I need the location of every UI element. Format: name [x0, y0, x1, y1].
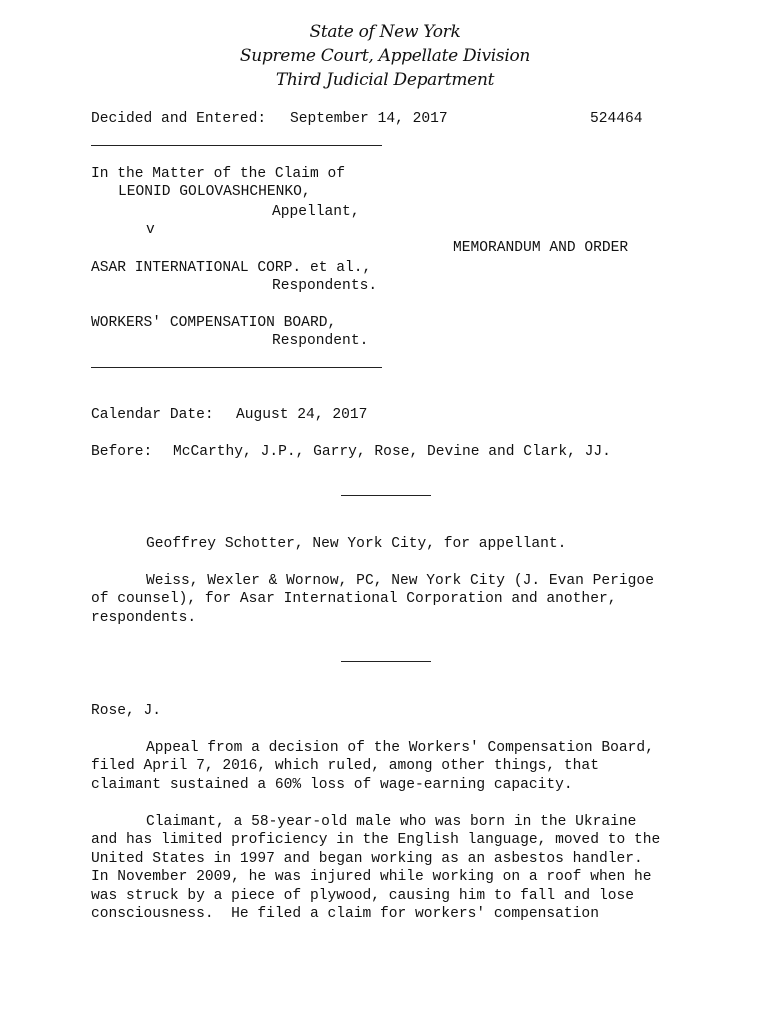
body-p1-line3: claimant sustained a 60% loss of wage-earning capacity.	[91, 777, 573, 793]
decided-label: Decided and Entered:	[91, 111, 267, 127]
caption-matter-line: In the Matter of the Claim of	[91, 166, 345, 182]
body-p2-line3: United States in 1997 and began working as an asbestos handler.	[91, 851, 643, 867]
opinion-author: Rose, J.	[91, 703, 162, 719]
counsel-appellant: Geoffrey Schotter, New York City, for appellant.	[146, 536, 567, 552]
body-p1-line1: Appeal from a decision of the Workers' Compensation Board,	[146, 740, 654, 756]
body-p1-line2: filed April 7, 2016, which ruled, among other things, that	[91, 758, 599, 774]
counsel-respondents-line2: of counsel), for Asar International Corporation and another,	[91, 591, 617, 607]
body-p2-line4: In November 2009, he was injured while working on a roof when he	[91, 869, 652, 885]
body-p2-line2: and has limited proficiency in the English language, moved to the	[91, 832, 661, 848]
body-p2-line1: Claimant, a 58-year-old male who was born in the Ukraine	[146, 814, 637, 830]
caption-respondent-label: Respondent.	[272, 333, 369, 349]
order-type: MEMORANDUM AND ORDER	[453, 240, 629, 256]
body-p2-line5: was struck by a piece of plywood, causing him to fall and lose	[91, 888, 634, 904]
decided-date: September 14, 2017	[290, 111, 448, 127]
calendar-label: Calendar Date:	[91, 407, 214, 423]
court-state: State of New York	[309, 22, 461, 42]
court-name: Supreme Court, Appellate Division	[239, 46, 531, 66]
before-judges: McCarthy, J.P., Garry, Rose, Devine and Clark, JJ.	[173, 444, 611, 460]
caption-versus: v	[146, 222, 155, 238]
caption-top-rule	[91, 145, 382, 146]
section-divider-1	[341, 495, 431, 496]
counsel-respondents-line3: respondents.	[91, 610, 197, 626]
counsel-respondents-line1: Weiss, Wexler & Wornow, PC, New York City (J. Evan Perigoe	[146, 573, 654, 589]
before-label: Before:	[91, 444, 153, 460]
caption-claimant: LEONID GOLOVASHCHENKO,	[118, 184, 311, 200]
caption-respondent-board: WORKERS' COMPENSATION BOARD,	[91, 315, 337, 331]
caption-respondents-label: Respondents.	[272, 278, 378, 294]
section-divider-2	[341, 661, 431, 662]
calendar-date: August 24, 2017	[236, 407, 368, 423]
caption-respondent-employer: ASAR INTERNATIONAL CORP. et al.,	[91, 260, 372, 276]
caption-appellant-label: Appellant,	[272, 204, 360, 220]
body-p2-line6: consciousness. He filed a claim for workers' compensation	[91, 906, 599, 922]
court-department: Third Judicial Department	[275, 70, 495, 90]
docket-number: 524464	[590, 111, 643, 127]
caption-bottom-rule	[91, 367, 382, 368]
